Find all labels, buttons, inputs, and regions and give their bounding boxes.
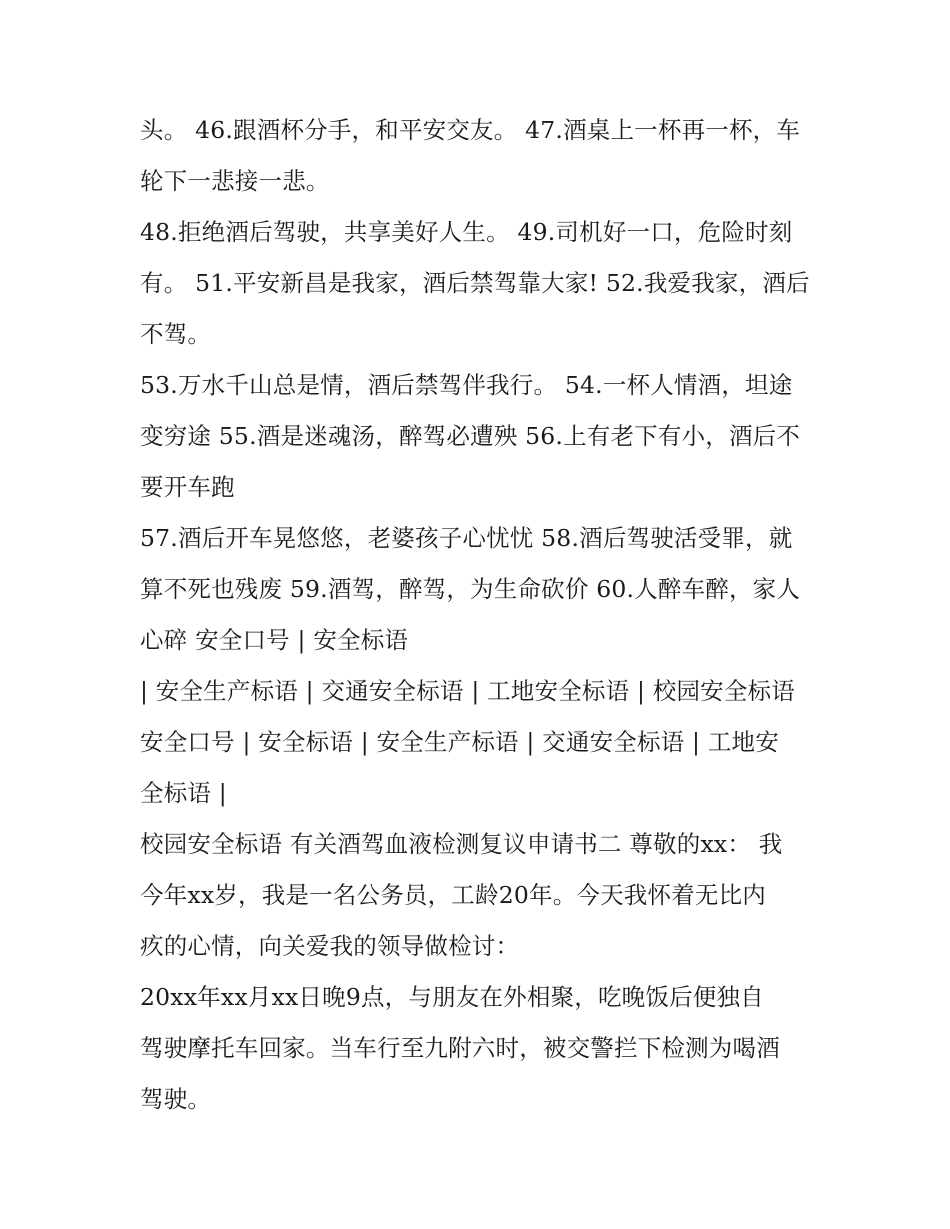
text-line: 驾驶摩托车回家。当车行至九附六时，被交警拦下检测为喝酒 — [140, 1034, 780, 1062]
text-line: 轮下一悲接一悲。 — [140, 167, 330, 195]
text-line: 要开车跑 — [140, 473, 235, 501]
text-line: 算不死也残废 59.酒驾，醉驾，为生命砍价 60.人醉车醉，家人 — [140, 575, 801, 603]
text-line: 今年xx岁，我是一名公务员，工龄20年。今天我怀着无比内 — [140, 881, 767, 909]
document-body — [140, 105, 820, 1125]
text-line: 不驾。 — [140, 320, 212, 348]
text-line: 变穷途 55.酒是迷魂汤，醉驾必遭殃 56.上有老下有小，酒后不 — [140, 422, 801, 450]
text-line: 有。 51.平安新昌是我家，酒后禁驾靠大家! 52.我爱我家，酒后 — [140, 269, 810, 297]
text-line: 校园安全标语 有关酒驾血液检测复议申请书二 尊敬的xx： 我 — [140, 830, 783, 858]
text-line: 驾驶。 — [140, 1085, 212, 1113]
text-line: 头。 46.跟酒杯分手，和平安交友。 47.酒桌上一杯再一杯，车 — [140, 116, 801, 144]
text-line: 心碎 安全口号 | 安全标语 — [140, 626, 409, 654]
text-line: 48.拒绝酒后驾驶，共享美好人生。 49.司机好一口，危险时刻 — [140, 218, 793, 246]
text-line: 疚的心情，向关爱我的领导做检讨： — [140, 932, 520, 960]
text-line: 20xx年xx月xx日晚9点，与朋友在外相聚，吃晚饭后便独自 — [140, 983, 764, 1011]
text-line: 安全口号 | 安全标语 | 安全生产标语 | 交通安全标语 | 工地安 — [140, 728, 779, 756]
text-line: 全标语 | — [140, 779, 227, 807]
text-line: 57.酒后开车晃悠悠，老婆孩子心忧忧 58.酒后驾驶活受罪，就 — [140, 524, 793, 552]
text-line: | 安全生产标语 | 交通安全标语 | 工地安全标语 | 校园安全标语 — [140, 677, 795, 705]
text-line: 53.万水千山总是情，酒后禁驾伴我行。 54.一杯人情酒，坦途 — [140, 371, 793, 399]
